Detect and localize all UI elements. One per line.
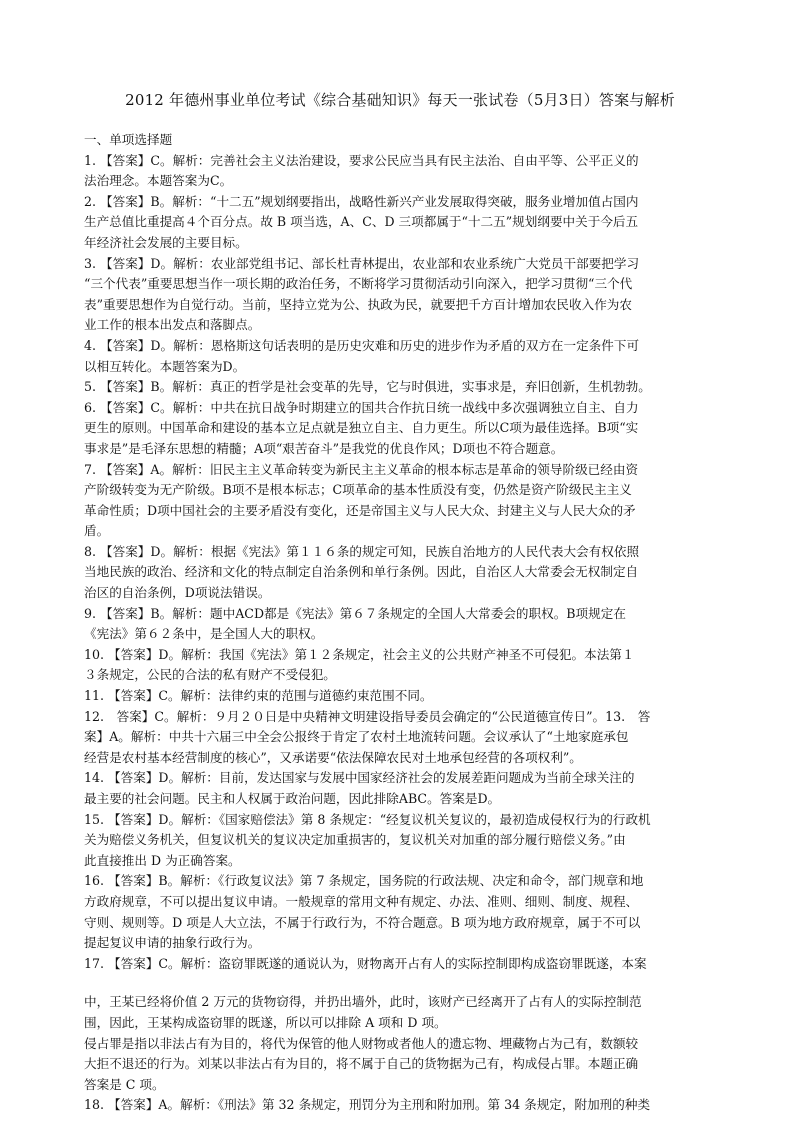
section-heading: 一、单项选择题 xyxy=(84,132,173,147)
answer-body xyxy=(84,130,720,1116)
answer-line: 答案是 C 项。 xyxy=(84,1076,165,1092)
answer-line: 2. 【答案】B。解析：“十二五”规划纲要指出，战略性新兴产业发展取得突破，服务业增加值占国内 xyxy=(84,193,639,209)
answer-line: 1. 【答案】C。解析：完善社会主义法治建设，要求公民应当具有民主法治、自由平等、公平正义的 xyxy=(84,152,639,168)
answer-line: 年经济社会发展的主要目标。 xyxy=(84,234,248,250)
answer-item xyxy=(84,992,720,1095)
answer-line: 5. 【答案】B。解析：真正的哲学是社会变革的先导，它与时俱进，实事求是，弃旧创新，生机勃勃。 xyxy=(84,379,651,395)
answer-line: 9. 【答案】B。解析：题中ACD都是《宪法》第６７条规定的全国人大常委会的职权。B项规定在 xyxy=(84,605,626,621)
answer-item xyxy=(84,377,720,398)
answer-line: 侵占罪是指以非法占有为目的，将代为保管的他人财物或者他人的遗忘物、埋藏物占为己有，数额较 xyxy=(84,1035,639,1051)
answer-line: 革命性质；D项中国社会的主要矛盾没有变化，还是帝国主义与人民大众、封建主义与人民大众的矛 xyxy=(84,502,636,518)
answer-line: 业工作的根本出发点和落脚点。 xyxy=(84,317,261,333)
answer-item xyxy=(84,810,720,872)
answer-line: 事求是”是毛泽东思想的精髓；A项“艰苦奋斗”是我党的优良作风；D项也不符合题意。 xyxy=(84,440,564,456)
answer-line: 18. 【答案】A。解析：《刑法》第 32 条规定，刑罚分为主刑和附加刑。第 34 条规定，附加刑的种类 xyxy=(84,1097,651,1113)
answer-item xyxy=(84,604,720,645)
answer-line: 关为赔偿义务机关，但复议机关的复议决定加重损害的，复议机关对加重的部分履行赔偿义务。”由 xyxy=(84,832,626,848)
answer-item xyxy=(84,871,720,953)
answer-line: 围，因此，王某构成盗窃罪的既遂，所以可以排除 A 项和 D 项。 xyxy=(84,1014,447,1030)
answer-line: 16. 【答案】B。解析：《行政复议法》第 7 条规定，国务院的行政法规、决定和命令，部门规章和地 xyxy=(84,873,644,889)
answer-item xyxy=(84,686,720,707)
answer-line: 12. 答案】C。解析：９月２０日是中央精神文明建设指导委员会确定的“公民道德宣传日”。13. 答 xyxy=(84,708,651,724)
answer-item xyxy=(84,192,720,254)
answer-line: “三个代表”重要思想当作一项长期的政治任务，不断将学习贯彻活动引向深入，把学习贯彻“三个代 xyxy=(84,276,633,292)
answer-line: 17. 【答案】C。解析：盗窃罪既遂的通说认为，财物离开占有人的实际控制即构成盗窃罪既遂，本案 xyxy=(84,955,647,971)
answer-item xyxy=(84,645,720,686)
answer-item xyxy=(84,254,720,336)
answer-line: 生产总值比重提高４个百分点。故 B 项当选，A、C、D 三项都属于“十二五”规划纲要中关于今后五 xyxy=(84,214,639,230)
answer-line: 4. 【答案】D。解析：恩格斯这句话表明的是历史灾难和历史的进步作为矛盾的双方在一定条件下可 xyxy=(84,337,640,353)
answer-line: 盾。 xyxy=(84,523,110,539)
page-gap xyxy=(84,974,720,992)
answer-line: 当地民族的政治、经济和文化的特点制定自治条例和单行条例。因此，自治区人大常委会无权制定自 xyxy=(84,564,639,580)
answer-line: ３条规定，公民的合法的私有财产不受侵犯。 xyxy=(84,667,336,683)
answer-line: 8. 【答案】D。解析：根据《宪法》第１１６条的规定可知，民族自治地方的人民代表大会有权依照 xyxy=(84,543,640,559)
answer-line: 中，王某已经将价值 2 万元的货物窃得，并扔出墙外，此时，该财产已经离开了占有人的实际控制范 xyxy=(84,994,642,1010)
answer-item xyxy=(84,336,720,377)
answer-line: 治区的自治条例，D项说法错误。 xyxy=(84,585,271,601)
answer-item xyxy=(84,151,720,192)
answer-line: 表”重要思想作为自觉行动。当前，坚持立党为公、执政为民，就要把千方百计增加农民收入作为农 xyxy=(84,296,632,312)
answer-line: 此直接推出 D 为正确答案。 xyxy=(84,852,241,868)
answer-line: 3. 【答案】D。解析：农业部党组书记、部长杜青林提出，农业部和农业系统广大党员干部要把学习 xyxy=(84,255,640,271)
answer-line: 提起复议申请的抽象行政行为。 xyxy=(84,935,261,951)
answer-line: 6. 【答案】C。解析：中共在抗日战争时期建立的国共合作抗日统一战线中多次强调独立自主、自力 xyxy=(84,399,639,415)
document-title: 2012 年德州事业单位考试《综合基础知识》每天一张试卷（5月3日）答案与解析 xyxy=(125,91,675,109)
answer-line: 11. 【答案】C。解析：法律约束的范围与道德约束范围不同。 xyxy=(84,688,433,704)
answer-item xyxy=(84,1095,720,1116)
answer-line: 产阶级转变为无产阶级。B项不是根本标志；C项革命的基本性质没有变，仍然是资产阶级民主主义 xyxy=(84,482,632,498)
answer-line: 最主要的社会问题。民主和人权属于政治问题，因此排除ABC。答案是D。 xyxy=(84,791,501,806)
answer-line: 案】A。解析：中共十六届三中全会公报终于肯定了农村土地流转问题。会议承认了“土地家庭承包 xyxy=(84,729,629,745)
answer-line: 10. 【答案】D。解析：我国《宪法》第１２条规定，社会主义的公共财产神圣不可侵犯。本法第１ xyxy=(84,646,635,662)
answer-line: 以相互转化。本题答案为D。 xyxy=(84,358,246,374)
answer-line: 守则、规则等。D 项是人大立法，不属于行政行为，不符合题意。B 项为地方政府规章，属于不可以 xyxy=(84,914,641,930)
answer-line: 14. 【答案】D。解析：目前，发达国家与发展中国家经济社会的发展差距问题成为当前全球关注的 xyxy=(84,770,635,786)
answer-item xyxy=(84,707,720,769)
answer-item xyxy=(84,460,720,542)
answer-line: 7. 【答案】A。解析：旧民主主义革命转变为新民主主义革命的根本标志是革命的领导阶级已经由资 xyxy=(84,461,639,477)
answer-line: 经营是农村基本经营制度的核心”，又承诺要“依法保障农民对土地承包经营的各项权利”。 xyxy=(84,749,582,765)
answer-item xyxy=(84,768,720,809)
answer-line: 更生的原则。中国革命和建设的基本立足点就是独立自主、自力更生。所以C项为最佳选择。B项“实 xyxy=(84,420,639,436)
answer-line: 方政府规章，不可以提出复议申请。一般规章的常用文种有规定、办法、准则、细则、制度、规程、 xyxy=(84,893,639,909)
answer-item xyxy=(84,542,720,604)
answer-line: 《宪法》第６２条中，是全国人大的职权。 xyxy=(84,626,324,642)
answer-item xyxy=(84,398,720,460)
answer-line: 大拒不退还的行为。刘某以非法占有为目的，将不属于自己的货物据为己有，构成侵占罪。本题正确 xyxy=(84,1056,639,1072)
answer-list xyxy=(84,151,720,1116)
answer-line: 法治理念。本题答案为C。 xyxy=(84,173,233,189)
answer-item xyxy=(84,954,720,975)
answer-line: 15. 【答案】D。解析：《国家赔偿法》第 8 条规定：“经复议机关复议的，最初造成侵权行为的行政机 xyxy=(84,811,651,827)
